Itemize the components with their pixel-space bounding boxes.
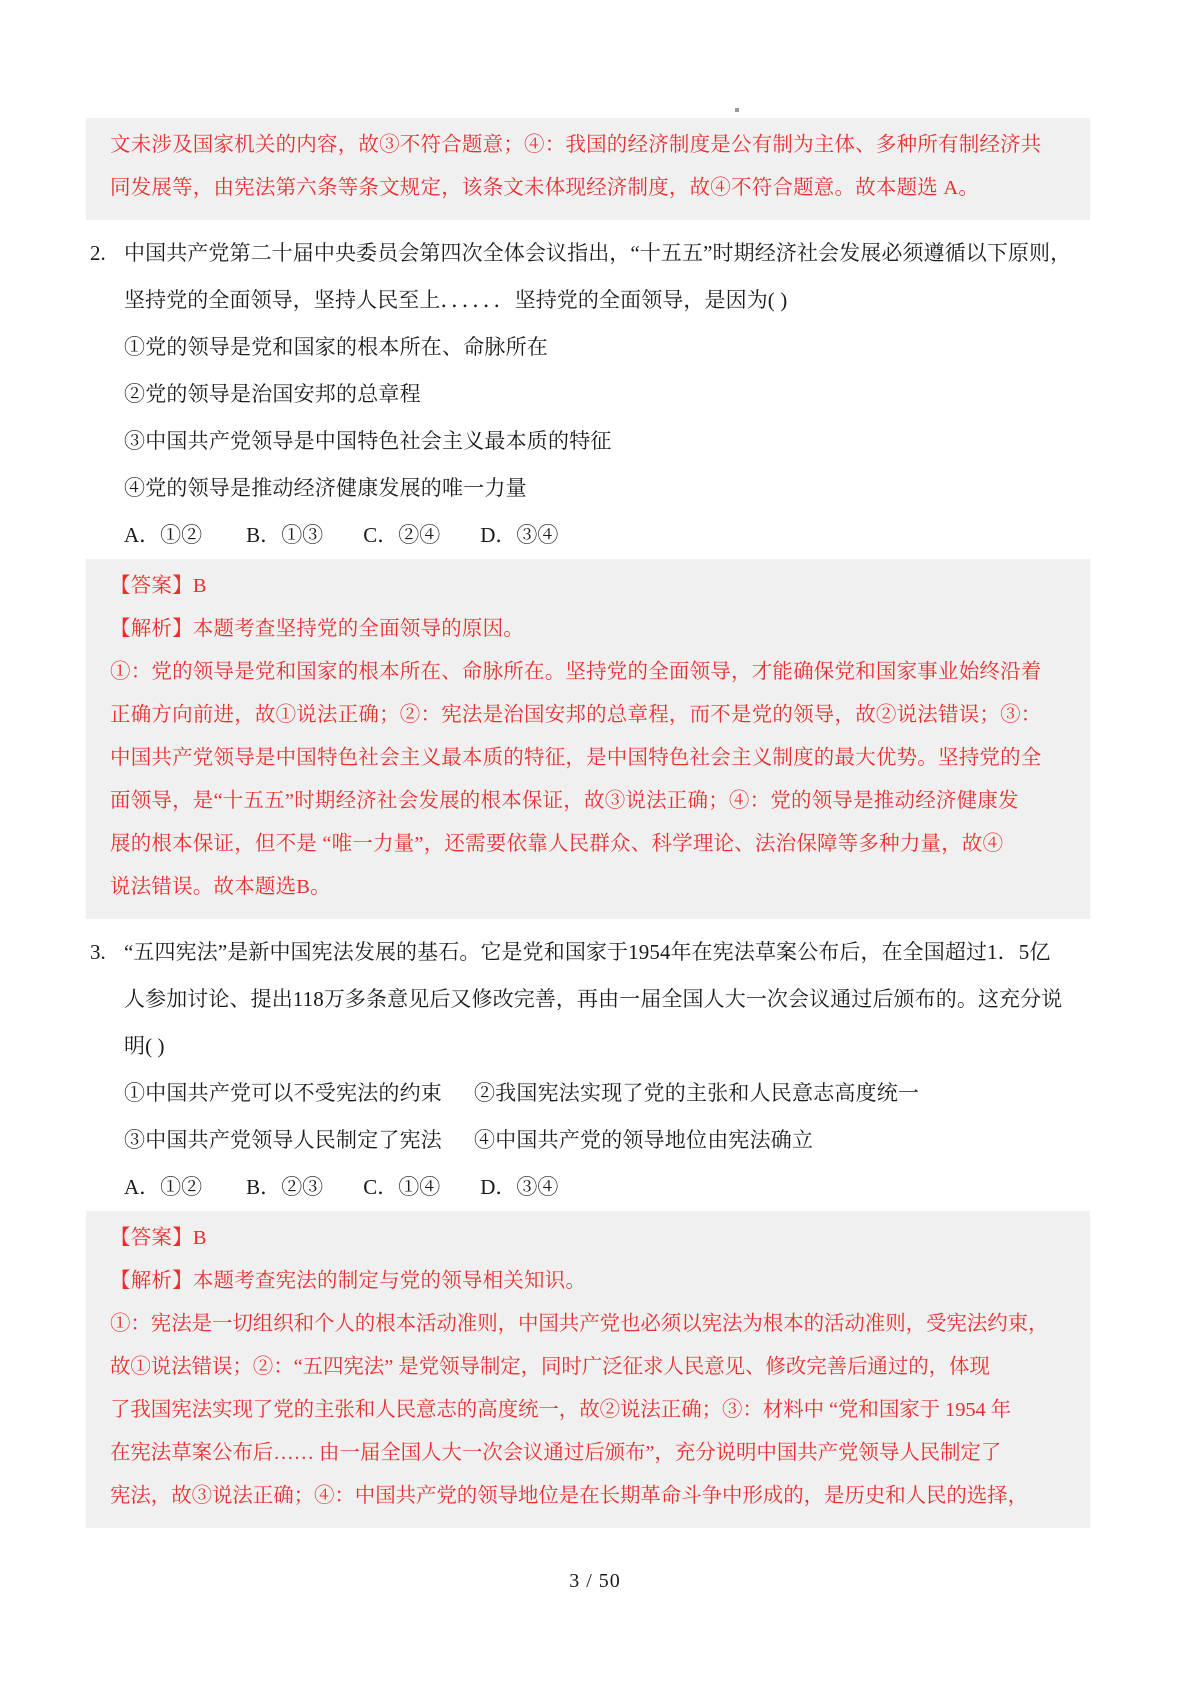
question-2-stem-text: 中国共产党第二十届中央委员会第四次全体会议指出，“十五五”时期经济社会发展必须遵循以下原则， — [124, 241, 1072, 265]
question-2-analysis-line: 展的根本保证，但不是 “唯一力量”，还需要依靠人民群众、科学理论、法治保障等多种力量，故④ — [110, 833, 1004, 855]
option-c-label: C． — [363, 1175, 399, 1199]
question-2-statement: ④党的领导是推动经济健康发展的唯一力量 — [124, 476, 527, 500]
question-3-answer-block — [86, 1211, 1090, 1528]
question-3-number: 3. — [90, 940, 106, 964]
option-d-value: ③④ — [516, 1175, 559, 1199]
stray-dot-mark — [735, 108, 739, 112]
question-2-number: 2. — [90, 241, 106, 265]
question-3-analysis-line: 故①说法错误；②：“五四宪法” 是党领导制定，同时广泛征求人民意见、修改完善后通过的，体现 — [110, 1356, 990, 1378]
question-3-analysis-line: 了我国宪法实现了党的主张和人民意志的高度统一，故②说法正确；③：材料中 “党和国家于 1954 年 — [110, 1399, 1012, 1421]
question-3-statement-3: ③中国共产党领导人民制定了宪法 — [124, 1128, 442, 1152]
question-3-stem-first-line — [86, 929, 1090, 976]
option-c-value: ②④ — [398, 523, 441, 547]
option-b-value: ②③ — [281, 1175, 324, 1199]
question-2-option-b[interactable] — [246, 512, 323, 559]
question-3-option-b[interactable] — [246, 1164, 323, 1211]
question-3-option-row — [86, 1164, 1090, 1211]
question-2-option-c[interactable] — [363, 512, 440, 559]
question-3-analysis-line: 在宪法草案公布后…… 由一届全国人大一次会议通过后颁布”，充分说明中国共产党领导人民制定了 — [110, 1442, 1002, 1464]
option-c-value: ①④ — [398, 1175, 441, 1199]
answer-label: 【答案】 — [110, 1227, 193, 1249]
question-2-option-a[interactable] — [124, 512, 202, 559]
question-3-option-c[interactable] — [363, 1164, 440, 1211]
analysis-label: 【解析】 — [110, 618, 193, 640]
question-2-analysis-line: 面领导，是“十五五”时期经济社会发展的根本保证，故③说法正确；④：党的领导是推动经济健康发 — [110, 790, 1019, 812]
option-d-label: D． — [480, 523, 517, 547]
explanation-line: 文未涉及国家机关的内容，故③不符合题意；④：我国的经济制度是公有制为主体、多种所有制经济共 — [110, 134, 1042, 156]
question-2-analysis-line: 中国共产党领导是中国特色社会主义最本质的特征，是中国特色社会主义制度的最大优势。坚持党的全 — [110, 747, 1042, 769]
answer-value: B — [192, 1227, 207, 1249]
question-3-statement-pair — [86, 1117, 1090, 1164]
question-3-stem-text: “五四宪法”是新中国宪法发展的基石。它是党和国家于1954年在宪法草案公布后，在全国超过1．5亿 — [124, 940, 1051, 964]
question-2-answer-block — [86, 559, 1090, 919]
option-d-label: D． — [480, 1175, 517, 1199]
question-2-answer-line — [86, 565, 1090, 608]
question-3-analysis-intro — [86, 1260, 1090, 1303]
question-3-option-a[interactable] — [124, 1164, 202, 1211]
question-3-analysis-line: 宪法，故③说法正确；④：中国共产党的领导地位是在长期革命斗争中形成的，是历史和人民的选择， — [110, 1485, 1028, 1507]
option-b-label: B． — [246, 523, 282, 547]
question-2-option-d[interactable] — [480, 512, 558, 559]
question-3-stem-line: 明( ) — [124, 1034, 165, 1058]
page-content — [86, 118, 1090, 1528]
option-c-label: C． — [363, 523, 399, 547]
continued-explanation-block — [86, 118, 1090, 220]
option-b-label: B． — [246, 1175, 282, 1199]
question-3-statement-1: ①中国共产党可以不受宪法的约束 — [124, 1081, 442, 1105]
explanation-line: 同发展等，由宪法第六条等条文规定，该条文未体现经济制度，故④不符合题意。故本题选 A。 — [110, 177, 980, 199]
question-2 — [86, 230, 1090, 919]
analysis-intro-text: 本题考查坚持党的全面领导的原因。 — [192, 618, 525, 640]
question-2-analysis-line: ①：党的领导是党和国家的根本所在、命脉所在。坚持党的全面领导，才能确保党和国家事业始终沿着 — [110, 661, 1042, 683]
question-2-analysis-intro — [86, 608, 1090, 651]
question-2-analysis-line: 正确方向前进，故①说法正确；②：宪法是治国安邦的总章程，而不是党的领导，故②说法错误；③： — [110, 704, 1042, 726]
question-2-statement: ③中国共产党领导是中国特色社会主义最本质的特征 — [124, 429, 612, 453]
question-2-statement: ①党的领导是党和国家的根本所在、命脉所在 — [124, 335, 548, 359]
question-3-statement-2: ②我国宪法实现了党的主张和人民意志高度统一 — [474, 1081, 920, 1105]
question-3 — [86, 929, 1090, 1528]
option-d-value: ③④ — [516, 523, 559, 547]
analysis-intro-text: 本题考查宪法的制定与党的领导相关知识。 — [192, 1270, 587, 1292]
question-3-statement-4: ④中国共产党的领导地位由宪法确立 — [474, 1128, 814, 1152]
question-3-analysis-line: ①：宪法是一切组织和个人的根本活动准则，中国共产党也必须以宪法为根本的活动准则，受宪法约束， — [110, 1313, 1049, 1335]
question-2-stem-line: 坚持党的全面领导，坚持人民至上．．．．．．坚持党的全面领导，是因为( ) — [124, 288, 788, 312]
question-2-option-row — [86, 512, 1090, 559]
question-2-statement: ②党的领导是治国安邦的总章程 — [124, 382, 421, 406]
option-a-value: ①② — [160, 523, 203, 547]
page-footer: 3 / 50 — [569, 1570, 621, 1592]
option-a-label: A． — [124, 523, 161, 547]
option-a-label: A． — [124, 1175, 161, 1199]
answer-label: 【答案】 — [110, 575, 193, 597]
question-3-option-d[interactable] — [480, 1164, 558, 1211]
question-3-answer-line — [86, 1217, 1090, 1260]
question-2-analysis-line: 说法错误。故本题选B。 — [110, 876, 331, 898]
question-3-statement-pair — [86, 1070, 1090, 1117]
analysis-label: 【解析】 — [110, 1270, 193, 1292]
option-a-value: ①② — [160, 1175, 203, 1199]
option-b-value: ①③ — [281, 523, 324, 547]
question-2-stem-first-line — [86, 230, 1090, 277]
answer-value: B — [192, 575, 207, 597]
question-3-stem-line: 人参加讨论、提出118万多条意见后又修改完善，再由一届全国人大一次会议通过后颁布的。这充分说 — [124, 987, 1063, 1011]
